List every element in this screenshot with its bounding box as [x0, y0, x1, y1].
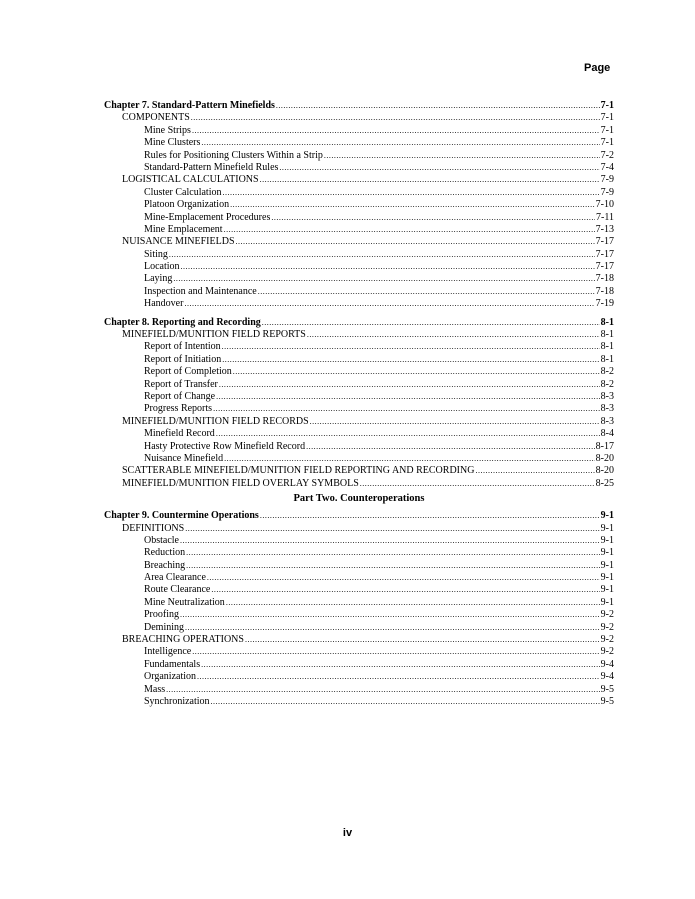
toc-subsection-entry[interactable] — [104, 584, 614, 596]
toc-subsection-entry[interactable] — [104, 428, 614, 440]
toc-subsection-entry[interactable] — [104, 224, 614, 236]
toc-entry-page: 7-4 — [600, 161, 614, 173]
toc-subsection-entry[interactable] — [104, 684, 614, 696]
toc-entry-page: 9-2 — [600, 621, 614, 633]
toc-entry-page: 8-3 — [600, 403, 614, 415]
toc-entry-title: Laying — [144, 273, 173, 285]
toc-entry-page: 9-1 — [600, 547, 614, 559]
toc-entry-page: 7-9 — [600, 186, 614, 198]
toc-entry-page: 9-1 — [600, 559, 614, 571]
toc-entry-page: 8-2 — [600, 366, 614, 378]
toc-subsection-entry[interactable] — [104, 249, 614, 261]
dot-leader — [271, 212, 595, 224]
toc-chapter-entry[interactable] — [104, 510, 614, 522]
toc-entry-page: 9-1 — [600, 584, 614, 596]
toc-entry-page: 9-1 — [600, 522, 614, 534]
toc-entry-title: Report of Completion — [144, 366, 232, 378]
toc-entry-title: Area Clearance — [144, 572, 206, 584]
toc-entry-page: 9-4 — [600, 671, 614, 683]
toc-subsection-entry[interactable] — [104, 286, 614, 298]
toc-entry-page: 9-2 — [600, 646, 614, 658]
dot-leader — [186, 547, 600, 559]
dot-leader — [180, 535, 600, 547]
toc-subsection-entry[interactable] — [104, 441, 614, 453]
toc-entry-page: 9-2 — [600, 609, 614, 621]
toc-section-entry[interactable] — [104, 478, 614, 490]
dot-leader — [186, 560, 600, 572]
toc-subsection-entry[interactable] — [104, 298, 614, 310]
toc-section-entry[interactable] — [104, 416, 614, 428]
toc-entry-title: Cluster Calculation — [144, 186, 222, 198]
toc-chapter-entry[interactable] — [104, 317, 614, 329]
dot-leader — [222, 341, 600, 353]
toc-entry-page: 9-4 — [600, 658, 614, 670]
dot-leader — [306, 441, 595, 453]
toc-subsection-entry[interactable] — [104, 187, 614, 199]
toc-subsection-entry[interactable] — [104, 366, 614, 378]
toc-entry-title: MINEFIELD/MUNITION FIELD RECORDS — [122, 415, 309, 427]
toc-entry-title: MINEFIELD/MUNITION FIELD REPORTS — [122, 329, 306, 341]
toc-subsection-entry[interactable] — [104, 609, 614, 621]
toc-entry-title: Synchronization — [144, 695, 210, 707]
dot-leader — [475, 465, 594, 477]
toc-entry-title: Mine-Emplacement Procedures — [144, 211, 271, 223]
toc-entry-page: 9-1 — [600, 596, 614, 608]
toc-entry-page: 9-1 — [600, 510, 614, 522]
toc-entry-page: 8-25 — [595, 477, 614, 489]
toc-entry-title: Inspection and Maintenance — [144, 285, 257, 297]
toc-entry-page: 7-19 — [595, 298, 614, 310]
dot-leader — [181, 261, 595, 273]
dot-leader — [258, 286, 595, 298]
toc-chapter-entry[interactable] — [104, 100, 614, 112]
toc-entry-title: Mine Emplacement — [144, 223, 223, 235]
toc-entry-page: 8-1 — [600, 329, 614, 341]
toc-subsection-entry[interactable] — [104, 597, 614, 609]
toc-entry-title: Handover — [144, 298, 184, 310]
toc-entry-title: BREACHING OPERATIONS — [122, 634, 244, 646]
toc-entry-page: 8-20 — [595, 452, 614, 464]
dot-leader — [262, 317, 600, 329]
dot-leader — [169, 249, 595, 261]
toc-subsection-entry[interactable] — [104, 379, 614, 391]
dot-leader — [184, 298, 594, 310]
toc-subsection-entry[interactable] — [104, 212, 614, 224]
toc-entry-title: MINEFIELD/MUNITION FIELD OVERLAY SYMBOLS — [122, 477, 359, 489]
toc-entry-page: 8-1 — [600, 341, 614, 353]
dot-leader — [224, 224, 595, 236]
toc-entry-title: Report of Initiation — [144, 353, 222, 365]
toc-entry-page: 8-4 — [600, 428, 614, 440]
toc-entry-title: Organization — [144, 671, 197, 683]
toc-entry-page: 8-3 — [600, 390, 614, 402]
toc-entry-page: 9-1 — [600, 572, 614, 584]
toc-subsection-entry[interactable] — [104, 261, 614, 273]
toc-subsection-entry[interactable] — [104, 354, 614, 366]
dot-leader — [230, 199, 595, 211]
toc-subsection-entry[interactable] — [104, 622, 614, 634]
toc-entry-page: 7-10 — [595, 199, 614, 211]
toc-entry-title: Reduction — [144, 547, 186, 559]
toc-section-entry[interactable] — [104, 174, 614, 186]
toc-entry-title: Rules for Positioning Clusters Within a Strip — [144, 149, 323, 161]
toc-entry-title: Minefield Record — [144, 428, 215, 440]
toc-entry-page: 8-20 — [595, 465, 614, 477]
toc-section-entry[interactable] — [104, 634, 614, 646]
dot-leader — [201, 659, 600, 671]
toc-entry-page: 9-5 — [600, 683, 614, 695]
toc-entry-title: Siting — [144, 248, 168, 260]
dot-leader — [207, 572, 600, 584]
dot-leader — [260, 174, 600, 186]
toc-entry-page: 7-13 — [595, 223, 614, 235]
toc-entry-title: Breaching — [144, 559, 186, 571]
toc-section-entry[interactable] — [104, 236, 614, 248]
dot-leader — [236, 236, 595, 248]
toc-subsection-entry[interactable] — [104, 453, 614, 465]
toc-entry-title: Location — [144, 261, 180, 273]
toc-entry-title: LOGISTICAL CALCULATIONS — [122, 174, 259, 186]
toc-subsection-entry[interactable] — [104, 341, 614, 353]
toc-entry-title: Obstacle — [144, 534, 179, 546]
toc-entry-page: 7-1 — [600, 137, 614, 149]
dot-leader — [226, 597, 600, 609]
toc-subsection-entry[interactable] — [104, 696, 614, 708]
dot-leader — [245, 634, 600, 646]
toc-entry-page: 7-1 — [600, 124, 614, 136]
toc-entry-title: NUISANCE MINEFIELDS — [122, 236, 235, 248]
dot-leader — [211, 584, 599, 596]
toc-entry-page: 7-9 — [600, 174, 614, 186]
toc-section-entry[interactable] — [104, 465, 614, 477]
dot-leader — [216, 391, 600, 403]
dot-leader — [360, 478, 595, 490]
toc-entry-page: 9-5 — [600, 695, 614, 707]
toc-entry-title: Chapter 7. Standard-Pattern Minefields — [104, 100, 275, 111]
dot-leader — [219, 379, 600, 391]
toc-section-entry[interactable] — [104, 523, 614, 535]
dot-leader — [191, 112, 600, 124]
toc-subsection-entry[interactable] — [104, 403, 614, 415]
toc-section-entry[interactable] — [104, 112, 614, 124]
toc-subsection-entry[interactable] — [104, 560, 614, 572]
toc-entry-title: Report of Change — [144, 390, 216, 402]
toc-entry-title: Nuisance Minefield — [144, 452, 224, 464]
dot-leader — [197, 671, 600, 683]
toc-entry-page: 7-11 — [596, 211, 614, 223]
dot-leader — [185, 523, 599, 535]
dot-leader — [310, 416, 600, 428]
toc-subsection-entry[interactable] — [104, 659, 614, 671]
toc-entry-title: Standard-Pattern Minefield Rules — [144, 161, 279, 173]
dot-leader — [260, 510, 600, 522]
part-heading: Part Two. Counteroperations — [293, 493, 425, 505]
toc-entry-page: 7-17 — [595, 236, 614, 248]
dot-leader — [276, 100, 600, 112]
toc-subsection-entry[interactable] — [104, 162, 614, 174]
toc-subsection-entry[interactable] — [104, 125, 614, 137]
toc-entry-title: Mine Neutralization — [144, 596, 225, 608]
dot-leader — [324, 150, 600, 162]
toc-entry-title: Platoon Organization — [144, 199, 230, 211]
toc-subsection-entry[interactable] — [104, 671, 614, 683]
toc-entry-title: COMPONENTS — [122, 112, 190, 124]
toc-subsection-entry[interactable] — [104, 137, 614, 149]
table-of-contents — [104, 100, 614, 708]
toc-entry-page: 7-17 — [595, 261, 614, 273]
toc-entry-title: Mass — [144, 683, 166, 695]
toc-entry-title: Progress Reports — [144, 403, 213, 415]
dot-leader — [224, 453, 595, 465]
dot-leader — [201, 137, 599, 149]
toc-entry-page: 7-2 — [600, 149, 614, 161]
toc-entry-title: Fundamentals — [144, 658, 201, 670]
toc-entry-page: 7-18 — [595, 285, 614, 297]
toc-entry-page: 8-2 — [600, 378, 614, 390]
dot-leader — [307, 329, 600, 341]
toc-entry-title: Chapter 9. Countermine Operations — [104, 510, 259, 522]
toc-subsection-entry[interactable] — [104, 199, 614, 211]
toc-entry-page: 9-2 — [600, 634, 614, 646]
toc-entry-page: 9-1 — [600, 534, 614, 546]
page-number: iv — [342, 827, 353, 839]
toc-entry-title: DEFINITIONS — [122, 522, 185, 534]
dot-leader — [223, 187, 600, 199]
dot-leader — [192, 646, 599, 658]
toc-entry-page: 8-17 — [595, 440, 614, 452]
dot-leader — [166, 684, 600, 696]
toc-entry-page: 8-3 — [600, 415, 614, 427]
toc-entry-title: Demining — [144, 621, 184, 633]
toc-entry-title: Report of Intention — [144, 341, 221, 353]
toc-subsection-entry[interactable] — [104, 273, 614, 285]
toc-entry-title: Chapter 8. Reporting and Recording — [104, 316, 261, 328]
toc-subsection-entry[interactable] — [104, 535, 614, 547]
toc-entry-page: 7-1 — [600, 112, 614, 124]
dot-leader — [211, 696, 600, 708]
toc-entry-page: 7-1 — [600, 100, 614, 111]
toc-entry-page: 8-1 — [600, 353, 614, 365]
dot-leader — [279, 162, 599, 174]
dot-leader — [222, 354, 599, 366]
toc-section-entry[interactable] — [104, 329, 614, 341]
dot-leader — [233, 366, 600, 378]
toc-subsection-entry[interactable] — [104, 646, 614, 658]
toc-subsection-entry[interactable] — [104, 150, 614, 162]
toc-entry-title: Proofing — [144, 609, 179, 621]
toc-entry-title: Mine Strips — [144, 124, 191, 136]
toc-entry-title: Mine Clusters — [144, 137, 201, 149]
toc-entry-page: 8-1 — [600, 316, 614, 328]
page-column-heading: Page — [584, 62, 611, 74]
dot-leader — [216, 428, 600, 440]
toc-entry-title: Report of Transfer — [144, 378, 218, 390]
toc-entry-title: SCATTERABLE MINEFIELD/MUNITION FIELD REPORTING AND RECORDING — [122, 465, 475, 477]
toc-subsection-entry[interactable] — [104, 572, 614, 584]
dot-leader — [180, 609, 600, 621]
toc-entry-page: 7-17 — [595, 248, 614, 260]
dot-leader — [185, 622, 600, 634]
toc-entry-title: Intelligence — [144, 646, 192, 658]
toc-entry-title: Hasty Protective Row Minefield Record — [144, 440, 306, 452]
toc-entry-title: Route Clearance — [144, 584, 211, 596]
toc-subsection-entry[interactable] — [104, 391, 614, 403]
toc-subsection-entry[interactable] — [104, 547, 614, 559]
dot-leader — [173, 273, 594, 285]
dot-leader — [192, 125, 600, 137]
dot-leader — [213, 403, 600, 415]
toc-entry-page: 7-18 — [595, 273, 614, 285]
